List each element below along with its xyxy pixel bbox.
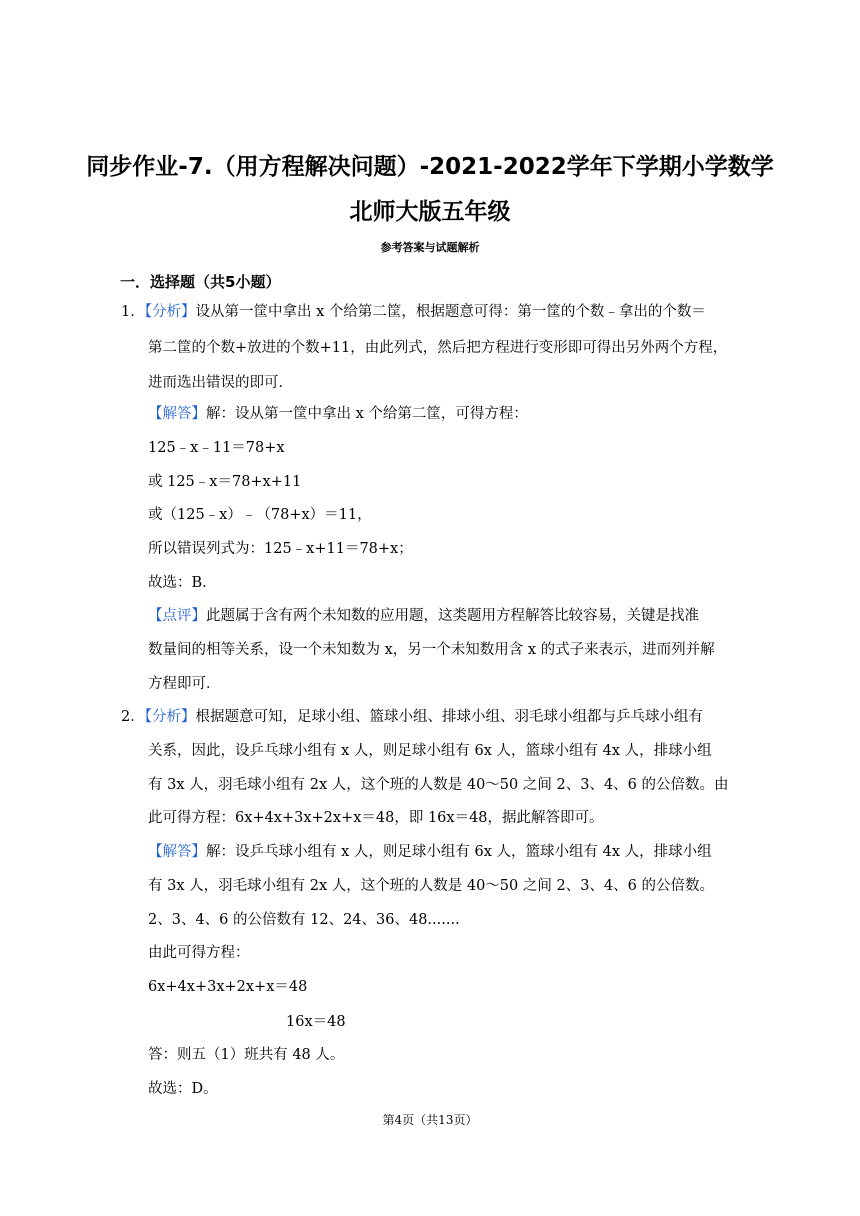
q1-comment-line-3: 方程即可． [148,676,221,692]
q2-analysis-tag: 【分析】 [144,709,196,725]
q1-analysis-line-1: 1．【分析】设从第一筐中拿出 x 个给第二筐，根据题意可得：第一筐的个数﹣拿出的个数＝ [121,304,706,320]
q1-comment-line-1: 【点评】此题属于含有两个未知数的应用题，这类题用方程解答比较容易，关键是找准 [148,608,699,624]
q2-analysis-line-2: 关系，因此，设乒乓球小组有 x 人，则足球小组有 6x 人，篮球小组有 4x 人，排球小组 [148,743,712,759]
q1-equation-2: 或 125﹣x＝78+x+11 [148,474,302,490]
section-heading: 一．选择题（共5小题） [120,273,281,291]
q1-solution-line-1: 【解答】解：设从第一筐中拿出 x 个给第二筐，可得方程： [148,406,528,422]
q1-answer: 故选：B． [148,575,217,591]
q1-analysis-line-3: 进而选出错误的即可． [148,375,293,391]
q1-analysis-tag: 【分析】 [144,304,196,320]
q1-comment-line-2: 数量间的相等关系，设一个未知数为 x，另一个未知数用含 x 的式子来表示，进而列并解 [148,642,715,658]
q2-solution-line-2: 有 3x 人，羽毛球小组有 2x 人，这个班的人数是 40～50 之间 2、3、4、6 的公倍数。 [148,878,714,894]
document-title-line-2: 北师大版五年级 [349,199,511,225]
q2-solution-line-1: 【解答】解：设乒乓球小组有 x 人，则足球小组有 6x 人，篮球小组有 4x 人，排球小组 [148,844,712,860]
q2-number: 2． [121,709,145,725]
q2-solution-tag: 【解答】 [148,844,206,860]
q2-common-multiples: 2、3、4、6 的公倍数有 12、24、36、48....... [148,912,460,928]
q1-equation-1: 125﹣x﹣11＝78+x [148,440,285,456]
q2-analysis-line-3: 有 3x 人，羽毛球小组有 2x 人，这个班的人数是 40～50 之间 2、3、4、6 的公倍数。由 [148,777,729,793]
q2-analysis-line-4: 此可得方程：6x+4x+3x+2x+x＝48，即 16x＝48，据此解答即可。 [148,810,604,826]
q2-analysis-line-1: 2．【分析】根据题意可知，足球小组、篮球小组、排球小组、羽毛球小组都与乒乓球小组有 [121,709,703,725]
q2-equation-2: 16x＝48 [286,1014,346,1030]
q1-comment-tag: 【点评】 [148,608,206,624]
q2-equation-intro: 由此可得方程： [148,945,250,961]
document-subtitle: 参考答案与试题解析 [380,241,480,254]
q1-wrong-equation: 所以错误列式为：125﹣x+11＝78+x； [148,541,413,557]
q2-answer: 故选：D。 [148,1081,218,1097]
q2-equation-1: 6x+4x+3x+2x+x＝48 [148,979,308,995]
page-footer: 第4页（共13页） [382,1113,478,1127]
q2-answer-statement: 答：则五（1）班共有 48 人。 [148,1047,345,1063]
q1-solution-tag: 【解答】 [148,406,206,422]
q1-number: 1． [121,304,145,320]
document-title-line-1: 同步作业-7.（用方程解决问题）-2021-2022学年下学期小学数学 [86,154,774,180]
q1-equation-3: 或（125﹣x）﹣（78+x）＝11， [148,507,372,523]
q1-analysis-line-2: 第二筐的个数+放进的个数+11，由此列式，然后把方程进行变形即可得出另外两个方程， [148,340,728,356]
